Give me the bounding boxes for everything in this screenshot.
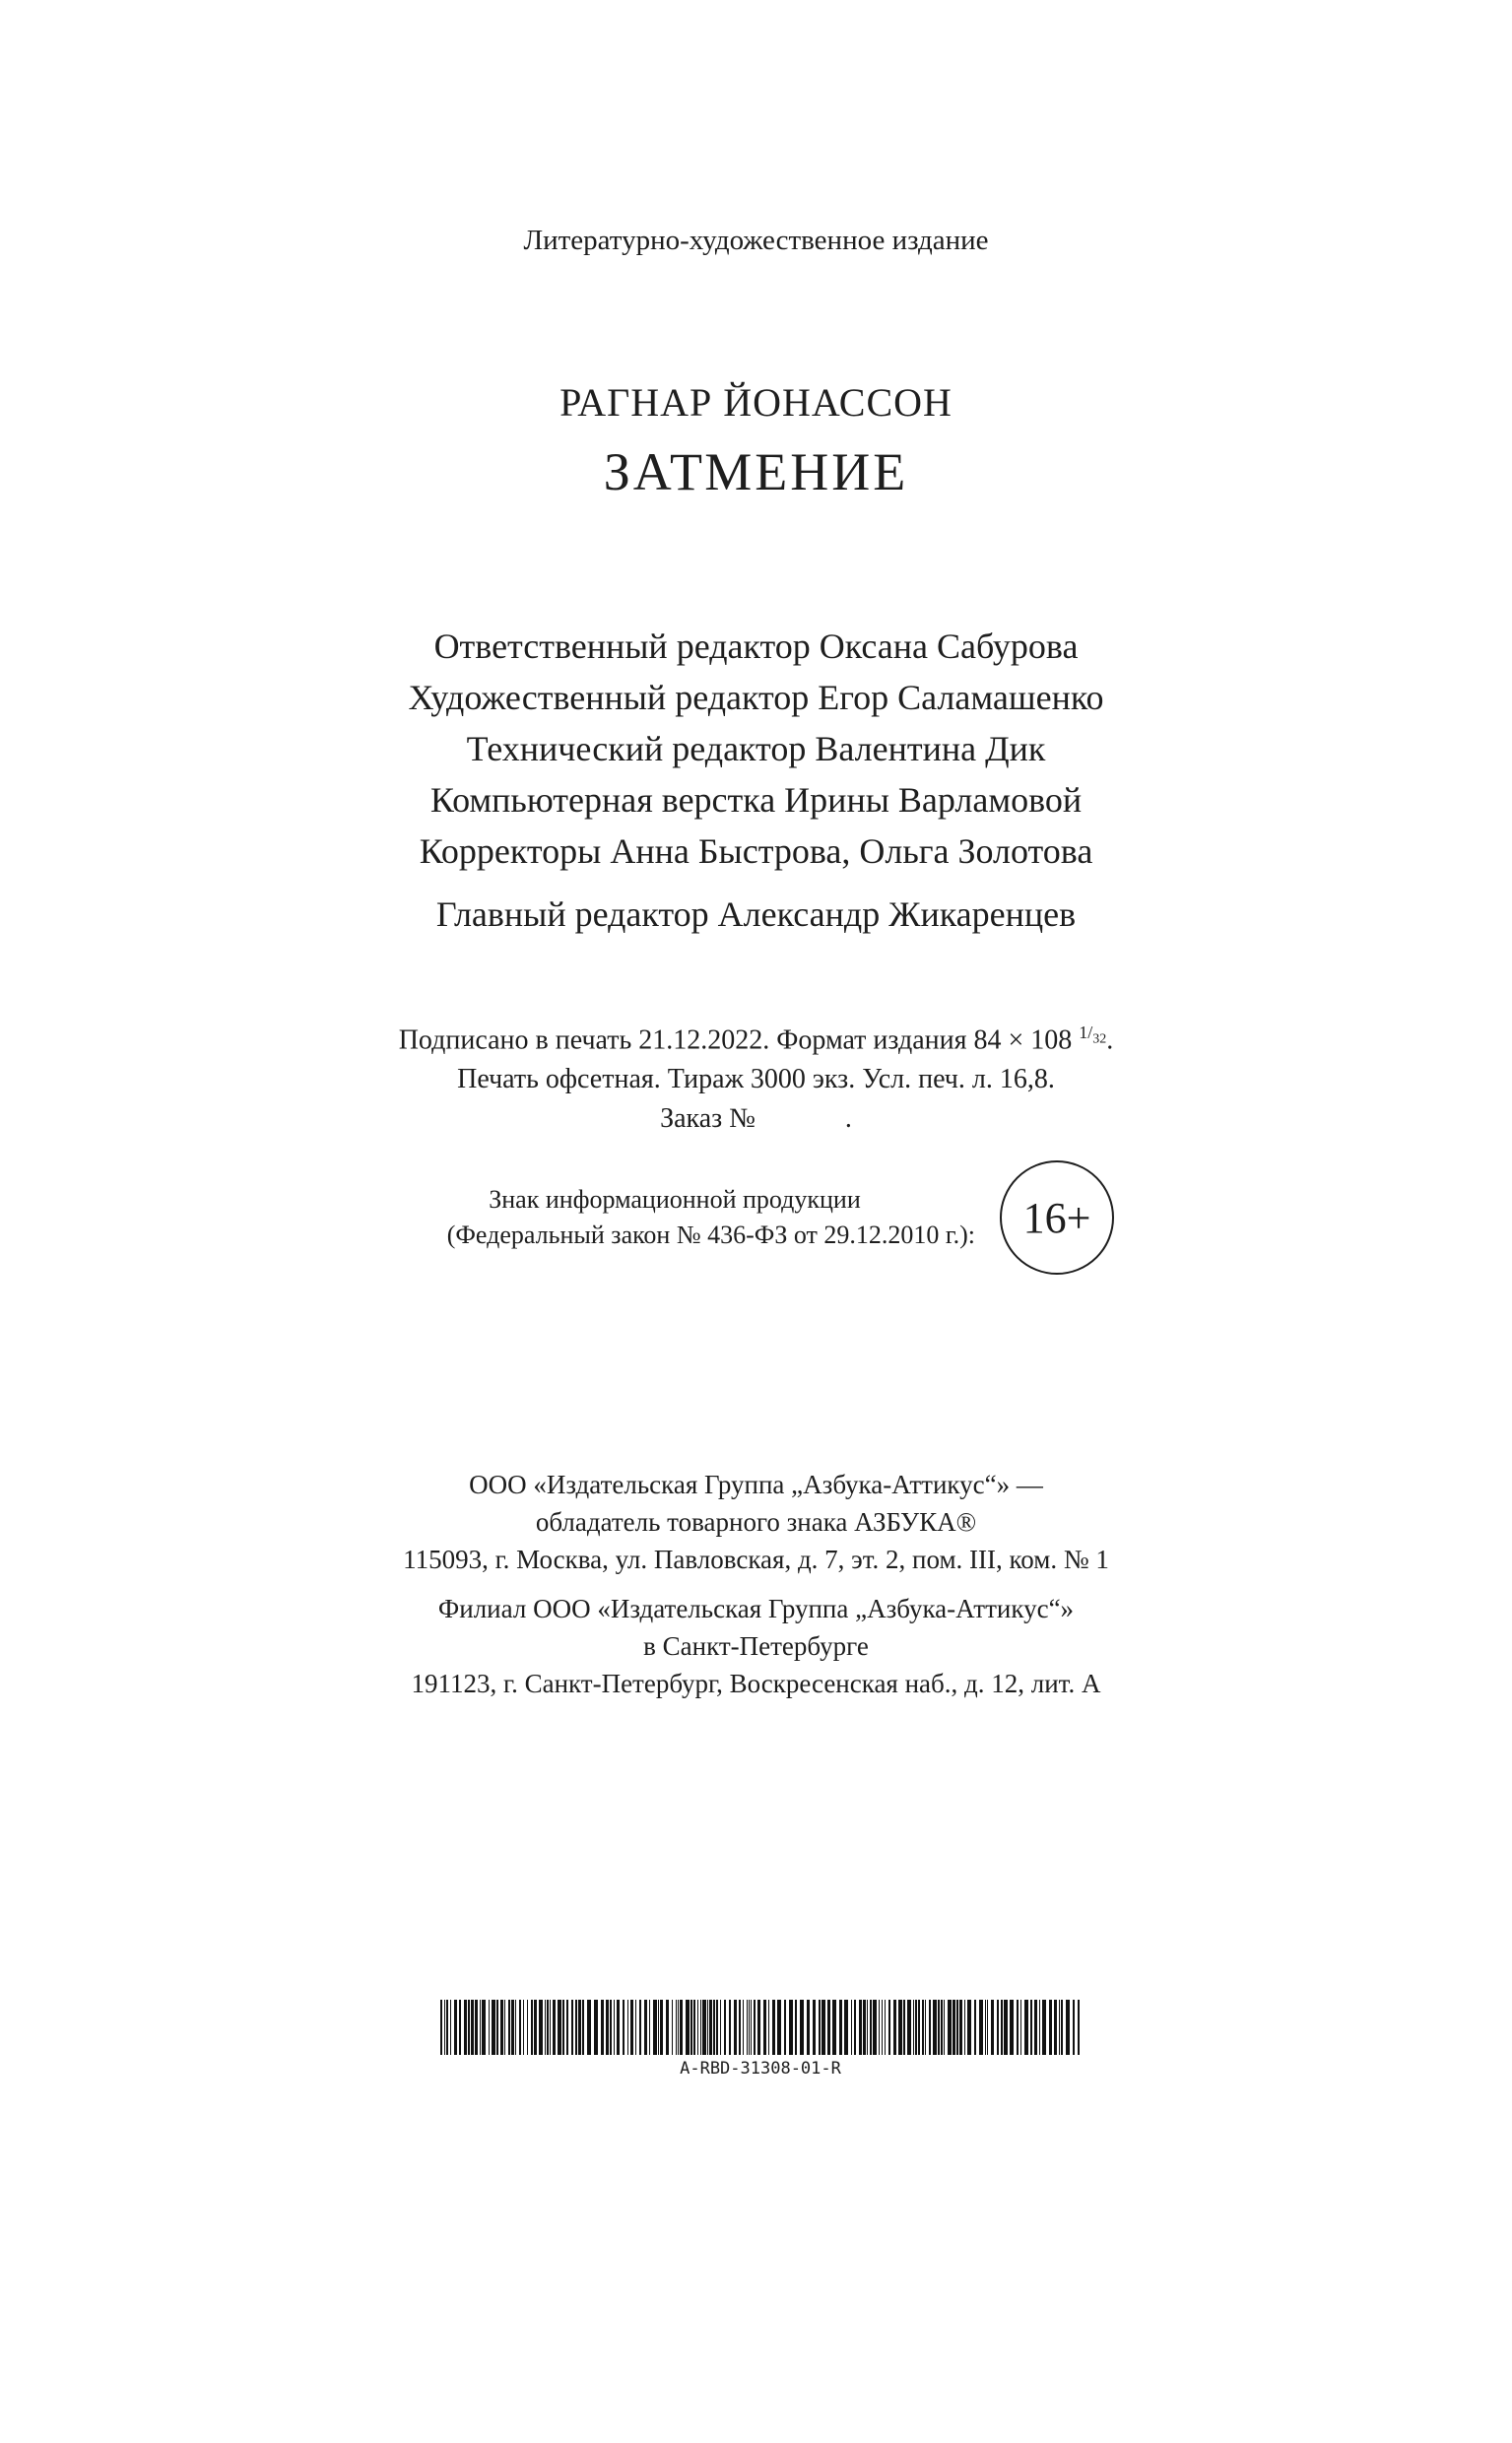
responsible-editor: Ответственный редактор Оксана Сабурова	[433, 627, 1079, 666]
print-info-line1: Подписано в печать 21.12.2022. Формат издания 84 × 108 $^{1/_{32}}$.	[398, 1023, 1114, 1056]
proofreaders: Корректоры Анна Быстрова, Ольга Золотова	[419, 831, 1093, 871]
layout-credit: Компьютерная верстка Ирины Варламовой	[429, 780, 1083, 820]
genre-line: Литературно-художественное издание	[523, 225, 989, 256]
print-info-block	[0, 1013, 1512, 1139]
branch-line2: в Санкт-Петербурге	[643, 1631, 869, 1661]
publisher-block	[0, 1466, 1512, 1702]
age-rating-badge: 16+	[1000, 1160, 1114, 1275]
branch-line1: Филиал ООО «Издательская Группа „Азбука-Аттикус“»	[437, 1594, 1075, 1623]
book-title: ЗАТМЕНИЕ	[603, 442, 909, 501]
author-name: РАГНАР ЙОНАССОН	[559, 380, 953, 425]
format-denominator: 32	[1092, 1031, 1107, 1047]
publisher-line1: ООО «Издательская Группа „Азбука-Аттикус“» —	[469, 1470, 1043, 1499]
art-editor: Художественный редактор Егор Саламашенко	[408, 678, 1104, 717]
print-info-line2: Печать офсетная. Тираж 3000 экз. Усл. печ. л. 16,8.	[457, 1064, 1055, 1095]
technical-editor: Технический редактор Валентина Дик	[466, 729, 1046, 768]
publisher-address: 115093, г. Москва, ул. Павловская, д. 7, эт. 2, пом. III, ком. № 1	[403, 1545, 1109, 1574]
print-info-line1-text: Подписано в печать 21.12.2022. Формат издания 84 × 108	[398, 1024, 1073, 1056]
print-info-line3: Заказ № .	[660, 1103, 852, 1135]
branch-address: 191123, г. Санкт-Петербург, Воскресенская наб., д. 12, лит. А	[411, 1669, 1101, 1698]
chief-editor: Главный редактор Александр Жикаренцев	[435, 894, 1077, 934]
age-rating-text	[296, 1182, 975, 1253]
age-rating-line2: (Федеральный закон № 436-ФЗ от 29.12.2010 г.):	[446, 1221, 975, 1249]
format-numerator: 1	[1079, 1023, 1088, 1042]
barcode-image	[440, 2000, 1081, 2055]
publisher-line2: обладатель товарного знака АЗБУКА®	[535, 1507, 977, 1537]
format-fraction: 1/32	[1079, 1023, 1107, 1047]
age-rating-line1: Знак информационной продукции	[489, 1185, 861, 1214]
barcode-code: A-RBD-31308-01-R	[680, 2059, 841, 2079]
credits-block	[0, 621, 1512, 940]
